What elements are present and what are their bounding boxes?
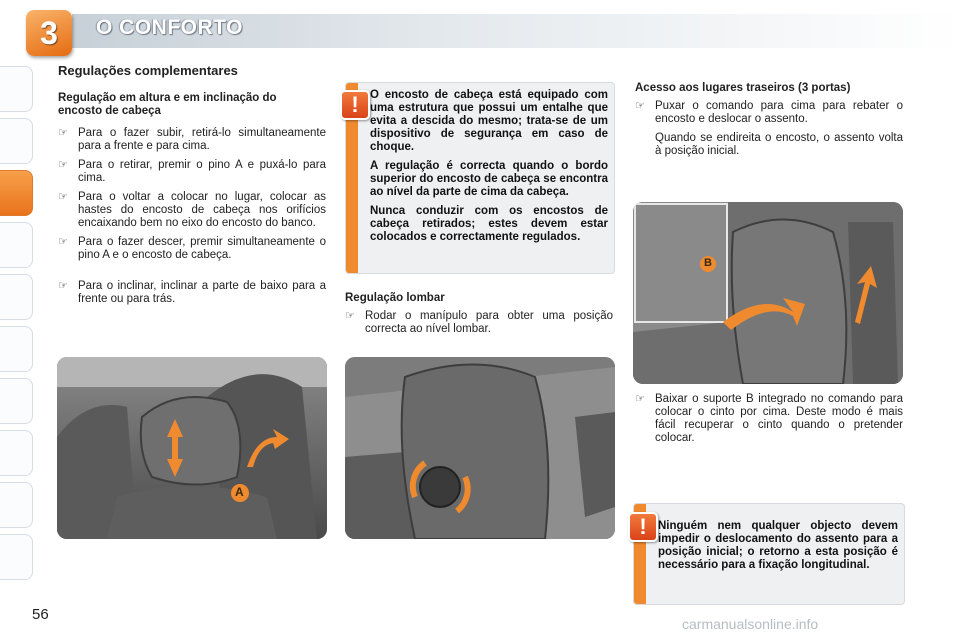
left-column	[58, 92, 326, 306]
chapter-tab[interactable]	[0, 482, 33, 528]
headrest-photo	[57, 357, 327, 539]
chapter-tab[interactable]	[0, 66, 33, 112]
rear-access-subtitle: Acesso aos lugares traseiros (3 portas)	[635, 82, 851, 94]
list-item: ☞ Para o voltar a colocar no lugar, colocar as hastes do encosto de cabeça nos orifícios encaixando bem no eixo do encosto do banco.	[58, 191, 326, 229]
list-item: ☞ Para o fazer subir, retirá-lo simultaneamente para a frente e para cima.	[58, 127, 326, 152]
warning-icon: !	[340, 90, 370, 120]
pointing-hand-icon: ☞	[58, 127, 68, 139]
warning-paragraph: Ninguém nem qualquer objecto devem impedir o deslocamento do assento para a posição inicial; o retorno a esta posição é necessário para a fixação longitudinal.	[658, 520, 898, 571]
headrest-illustration	[57, 357, 327, 539]
warning-box-seat	[633, 503, 905, 605]
pin-a-label: A	[235, 485, 244, 499]
chapter-tab[interactable]	[0, 274, 33, 320]
pointing-hand-icon: ☞	[635, 100, 645, 112]
right-column	[635, 82, 903, 158]
warning-paragraph: Nunca conduzir com os encostos de cabeça retirados; estes devem estar colocados e correctamente regulados.	[370, 205, 608, 243]
page-title: O CONFORTO	[96, 16, 243, 39]
warning-paragraph: O encosto de cabeça está equipado com uma estrutura que possui um entalhe que evita a descida do mesmo; trata-se de um dispositivo de segurança em caso de choque.	[370, 89, 608, 153]
chapter-tab[interactable]	[0, 534, 33, 580]
chapter-tab-rail	[0, 66, 34, 578]
pointing-hand-icon: ☞	[345, 310, 355, 322]
page-number: 56	[32, 606, 49, 623]
watermark: carmanualsonline.info	[682, 616, 819, 632]
chapter-tab[interactable]	[0, 118, 33, 164]
pointing-hand-icon: ☞	[58, 280, 68, 292]
list-item: ☞ Rodar o manípulo para obter uma posição correcta ao nível lombar.	[345, 310, 613, 335]
chapter-tab[interactable]	[0, 430, 33, 476]
chapter-number-badge: 3	[26, 10, 72, 56]
warning-paragraph: A regulação é correcta quando o bordo superior do encosto de cabeça se encontra ao nível da parte de cima da cabeça.	[370, 160, 608, 198]
list-item: ☞ Para o inclinar, inclinar a parte de baixo para a frente ou para trás.	[58, 280, 326, 305]
list-item-continuation: Quando se endireita o encosto, o assento volta à posição inicial.	[655, 132, 903, 157]
chapter-tab-active[interactable]	[0, 170, 33, 216]
lumbar-photo	[345, 357, 615, 539]
pointing-hand-icon: ☞	[635, 393, 645, 405]
pointing-hand-icon: ☞	[58, 191, 68, 203]
list-item: ☞ Puxar o comando para cima para rebater o encosto e deslocar o assento.	[635, 100, 903, 125]
lumbar-section	[345, 292, 613, 336]
rear-access-photo	[633, 202, 903, 384]
chapter-tab[interactable]	[0, 222, 33, 268]
rear-seat-illustration	[633, 202, 903, 384]
list-item: ☞ Para o fazer descer, premir simultaneamente o pino A e o encosto de cabeça.	[58, 236, 326, 261]
lumbar-illustration	[345, 357, 615, 539]
warning-box-headrest	[345, 82, 615, 274]
list-item: ☞ Para o retirar, premir o pino A e puxá-lo para cima.	[58, 159, 326, 184]
headrest-subtitle: Regulação em altura e em inclinação do encosto de cabeça	[58, 92, 277, 117]
support-b-label: B	[704, 257, 712, 269]
list-item: ☞ Baixar o suporte B integrado no comando para colocar o cinto por cima. Deste modo é mais fácil recuperar o cinto quando o pretender colocar.	[635, 393, 903, 444]
chapter-tab[interactable]	[0, 378, 33, 424]
lumbar-subtitle: Regulação lombar	[345, 292, 445, 304]
pointing-hand-icon: ☞	[58, 159, 68, 171]
pointing-hand-icon: ☞	[58, 236, 68, 248]
chapter-tab[interactable]	[0, 326, 33, 372]
right-column-lower	[635, 393, 903, 445]
section-title: Regulações complementares	[58, 63, 238, 78]
warning-icon: !	[628, 512, 658, 542]
